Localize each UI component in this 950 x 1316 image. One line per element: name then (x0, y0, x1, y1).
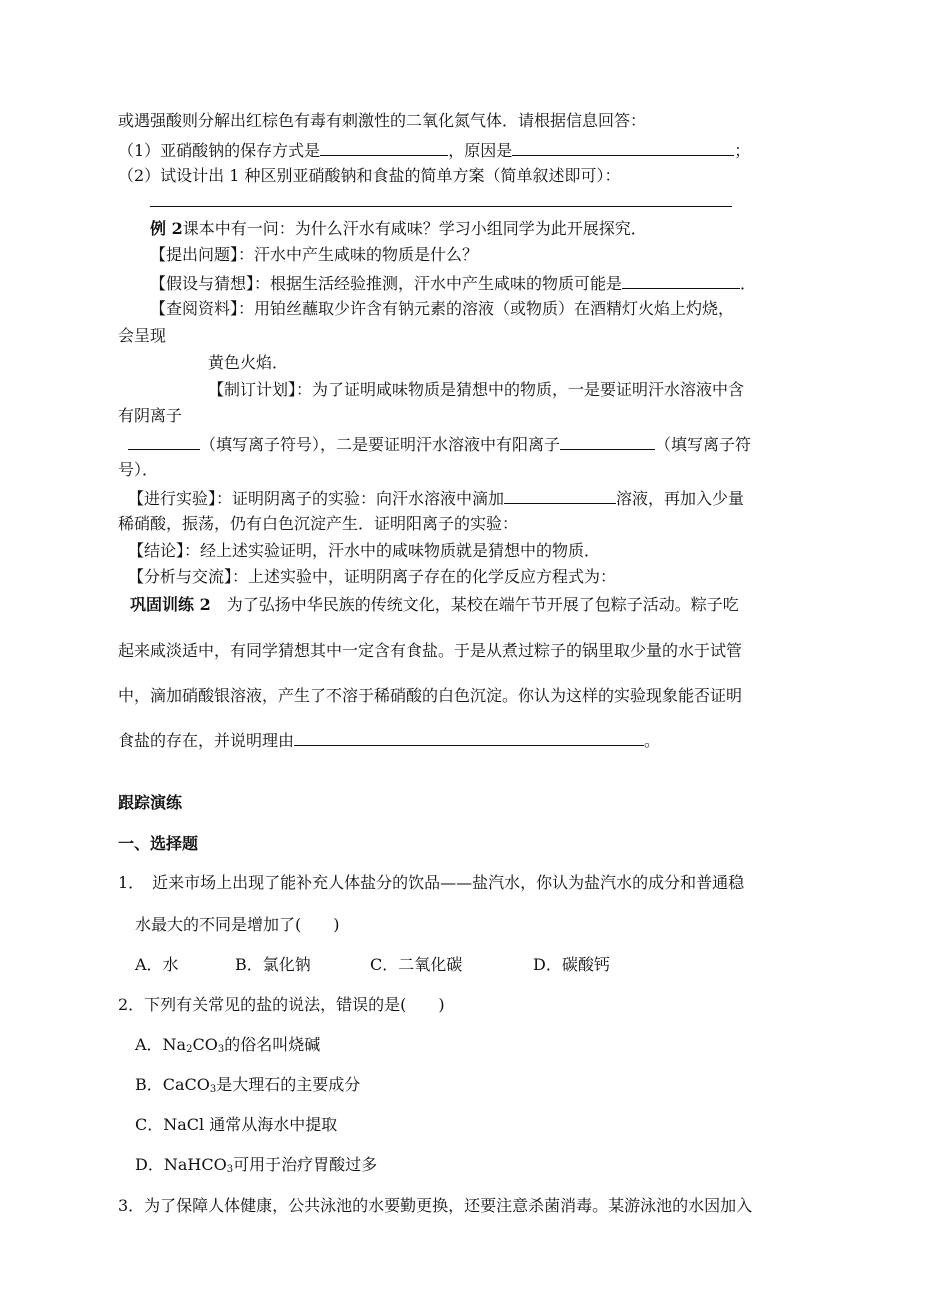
practice-2-line-3: 中，滴加硝酸银溶液，产生了不溶于稀硝酸的白色沉淀。你认为这样的实验现象能否证明 (118, 686, 743, 705)
answer-blank[interactable] (128, 433, 200, 450)
raise-question: 【提出问题】：汗水中产生咸味的物质是什么？ (150, 245, 479, 264)
hypothesis: 【假设与猜想】：根据生活经验推测，汗水中产生咸味的物质可能是 ． (150, 274, 757, 293)
practice-2-line-4: 食盐的存在，并说明理由 。 (118, 731, 661, 750)
intro-line-1: 或遇强酸则分解出红棕色有毒有刺激性的二氧化氮气体．请根据信息回答： (118, 111, 647, 130)
question-3: 3．为了保障人体健康，公共泳池的水要勤更换，还要注意杀菌消毒。某游泳池的水因加入 (118, 1196, 753, 1215)
reference-line-1: 【查阅资料】：用铂丝蘸取少许含有钠元素的溶液（或物质）在酒精灯火焰上灼烧， (150, 299, 735, 318)
reference-line-2: 会呈现 (118, 326, 167, 345)
answer-blank[interactable] (504, 487, 616, 504)
intro-question-1: （1）亚硝酸钠的保存方式是 ，原因是 ； (118, 141, 751, 160)
conclusion: 【结论】：经上述实验证明，汗水中的咸味物质就是猜想中的物质． (128, 541, 601, 560)
question-2-option-c[interactable]: C．NaCl 通常从海水中提取 (135, 1115, 338, 1134)
answer-blank[interactable] (320, 139, 448, 156)
intro-question-2: （2）试设计出 1 种区别亚硝酸钠和食盐的简单方案（简单叙述即可）： (118, 166, 621, 185)
option-b[interactable]: B．氯化钠 (235, 955, 311, 974)
question-2-option-b[interactable]: B．CaCO$_3$是大理石的主要成分 (135, 1075, 361, 1095)
option-d[interactable]: D．碳酸钙 (533, 955, 610, 974)
subsection-title: 一、选择题 (118, 834, 199, 853)
section-title: 跟踪演练 (118, 793, 183, 812)
question-1-line-1: 1． 近来市场上出现了能补充人体盐分的饮品——盐汽水，你认为盐汽水的成分和普通稳 (118, 873, 745, 892)
reference-line-3: 黄色火焰． (208, 353, 289, 372)
answer-blank[interactable] (512, 139, 734, 156)
practice-2-line-1: 巩固训练 2 为了弘扬中华民族的传统文化，某校在端午节开展了包粽子活动。粽子吃 (130, 595, 739, 614)
answer-blank[interactable] (622, 272, 740, 289)
plan-line-2: 有阴离子 (118, 406, 183, 425)
answer-line[interactable] (150, 206, 732, 207)
answer-blank[interactable] (560, 433, 655, 450)
practice-label: 巩固训练 2 (130, 595, 211, 614)
option-a[interactable]: A．水 (135, 955, 179, 974)
question-2-option-a[interactable]: A．$Na_2CO_3$的俗名叫烧碱 (135, 1035, 321, 1055)
example-2-intro: 例 2课本中有一问：为什么汗水有咸味？学习小组同学为此开展探究． (150, 219, 647, 238)
plan-line-4: 号）． (118, 460, 159, 479)
question-1-line-2: 水最大的不同是增加了( ) (135, 915, 340, 934)
question-2: 2．下列有关常见的盐的说法，错误的是( ) (118, 995, 445, 1014)
plan-line-1: 【制订计划】：为了证明咸味物质是猜想中的物质，一是要证明汗水溶液中含 (208, 380, 745, 399)
answer-blank[interactable] (294, 729, 644, 746)
analysis: 【分析与交流】：上述实验中，证明阴离子存在的化学反应方程式为： (128, 567, 617, 586)
experiment-line-2: 稀硝酸，振荡，仍有白色沉淀产生．证明阳离子的实验： (118, 514, 519, 533)
plan-line-3: （填写离子符号），二是要证明汗水溶液中有阳离子 （填写离子符 (128, 433, 751, 455)
practice-2-line-2: 起来咸淡适中，有同学猜想其中一定含有食盐。于是从煮过粽子的锅里取少量的水于试管 (118, 641, 743, 660)
question-2-option-d[interactable]: D．NaHCO$_3$可用于治疗胃酸过多 (135, 1155, 378, 1175)
option-c[interactable]: C．二氧化碳 (370, 955, 463, 974)
example-label: 例 2 (150, 219, 183, 238)
experiment-line-1: 【进行实验】：证明阴离子的实验：向汗水溶液中滴加 溶液，再加入少量 (128, 489, 745, 508)
